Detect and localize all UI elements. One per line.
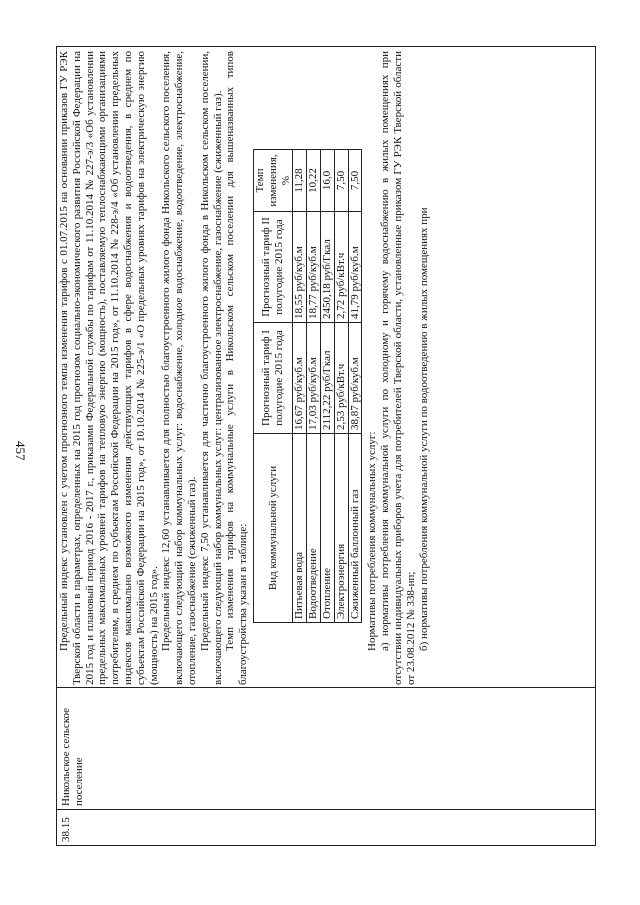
- table-row: [348, 150, 362, 623]
- service-name: Электроэнергия: [334, 434, 348, 623]
- header-change-rate: Темп изменения, %: [253, 150, 292, 212]
- tariff-table-header: [253, 150, 292, 623]
- service-name: Сжиженный баллонный газ: [348, 434, 362, 623]
- norm-item-a: а) нормативы потребления коммунальной услуги по холодному и горячему водоснабжению в жилых помещениях при отсутствии индивидуальных приборов учета для потребителей Тверской области, установленные приказом ГУ РЭК Тверской области от 23.08.2012 № 338-нп;: [379, 51, 417, 685]
- paragraph-index-full: Предельный индекс 12,60 устанавливается для полностью благоустроенного жилого фонда Никольского сельского поселения, включающего следующий набор коммунальных услуг: водоснабжение, холодное водоснабжение, водоотведение, электроснабжение, отопление, газоснабжение (сжиженный газ).: [160, 51, 198, 685]
- change-rate: 11,28: [293, 150, 307, 212]
- change-rate: 16,0: [320, 150, 334, 212]
- tariff-h1: 17,03 руб/куб.м: [307, 323, 321, 434]
- settlement-name: Никольское сельское поселение: [60, 707, 85, 806]
- paragraph-index-basis: Предельный индекс установлен с учетом прогнозного темпа изменения тарифов с 01.07.2015 на основании приказов ГУ РЭК Тверской области в параметрах, определенных на 2015 год прогнозом социально-экономического развития Российской Федерации на 2015 год и плановый период 2016 - 2017 г., приказами Федеральной службы по тарифам от 11.10.2014 № 227-э/3 «Об установлении предельных максимальных уровней тарифов на тепловую энергию (мощность), поставляемую теплоснабжающими организациями потребителям, в среднем по субъектам Российской Федерации на 2015 год», от 11.10.2014 № 228-э/4 «Об установлении предельных индексов максимально возможного изменения действующих тарифов в сфере водоснабжения и водоотведения, в среднем по субъектам Российской Федерации на 2015 год», от 10.10.2014 № 225-э/1 «О предельных уровнях тарифов на электрическую энергию (мощность) на 2015 год».: [58, 51, 160, 685]
- row-number: 38.15: [60, 817, 72, 842]
- tariff-h2: 2450,18 руб/Гкал: [320, 212, 334, 323]
- change-rate: 7,50: [334, 150, 348, 212]
- service-name: Питьевая вода: [293, 434, 307, 623]
- tariff-h2: 18,55 руб/куб.м: [293, 212, 307, 323]
- header-tariff-h2: Прогнозный тариф II полугодие 2015 года: [253, 212, 292, 323]
- tariff-h2: 41,79 руб/куб.м: [348, 212, 362, 323]
- header-service: Вид коммунальной услуги: [253, 434, 292, 623]
- table-row: [334, 150, 348, 623]
- tariff-h2: 18,77 руб/куб.м: [307, 212, 321, 323]
- rotated-page-content: [56, 46, 596, 846]
- paragraph-table-intro: Темп изменения тарифов на коммунальные услуги в Никольском сельском поселении для вышеназванных типов благоустройства указан в таблице:: [224, 51, 250, 685]
- tariff-table: [253, 149, 362, 623]
- table-row: [293, 150, 307, 623]
- paragraph-index-partial: Предельный индекс 7,50 устанавливается для частично благоустроенного жилого фонда в Никольском сельском поселении, включающего следующий набор коммунальных услуг: централизованное электроснабжение, газоснабжение (сжиженный газ).: [198, 51, 224, 685]
- column-divider: [57, 809, 595, 810]
- tariff-h1: 38,87 руб/куб.м: [348, 323, 362, 434]
- header-tariff-h1: Прогнозный тариф I полугодие 2015 года: [253, 323, 292, 434]
- change-rate: 10,22: [307, 150, 321, 212]
- column-divider: [57, 687, 595, 688]
- change-rate: 7,50: [348, 150, 362, 212]
- table-row: [307, 150, 321, 623]
- table-row: [320, 150, 334, 623]
- tariff-h1: 16,67 руб/куб.м: [293, 323, 307, 434]
- service-name: Отопление: [320, 434, 334, 623]
- service-name: Водоотведение: [307, 434, 321, 623]
- page-number: 457: [13, 441, 28, 461]
- tariff-h1: 2112,22 руб/Гкал: [320, 323, 334, 434]
- tariff-h1: 2,53 руб/кВт.ч: [334, 323, 348, 434]
- tariff-h2: 2,72 руб/кВт.ч: [334, 212, 348, 323]
- norm-item-b: б) нормативы потребления коммунальной услуги по водоотведению в жилых помещениях при: [417, 207, 430, 651]
- norms-heading: Нормативы потребления коммунальных услуг:: [366, 431, 379, 651]
- row-content: [58, 51, 430, 685]
